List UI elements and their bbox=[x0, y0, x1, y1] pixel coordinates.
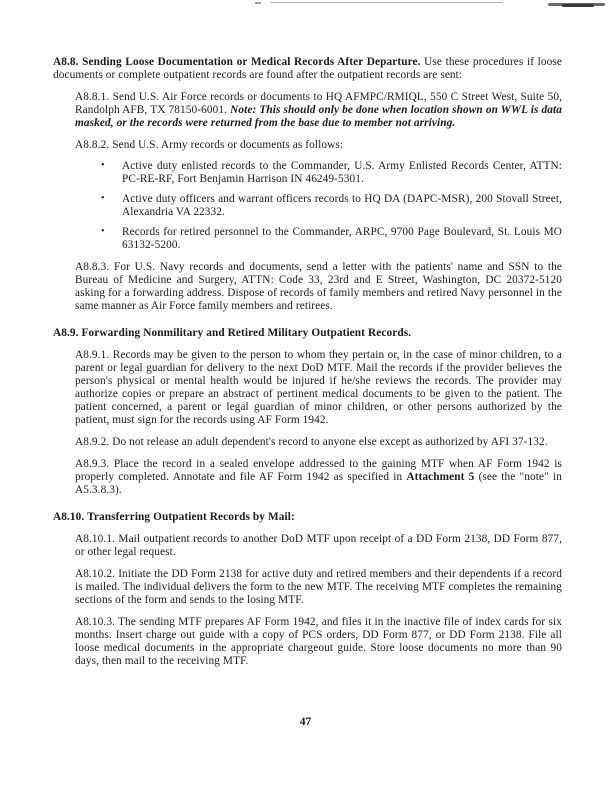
paragraph-a8-10-2-text: A8.10.2. Initiate the DD Form 2138 for active duty and retired members and their dependents if a record is mailed. The individual delivers the form to the new MTF. The receiving MTF completes the remaining sections of the form and sends to the losing MTF. bbox=[75, 567, 562, 606]
paragraph-a8-8-3 bbox=[75, 261, 562, 313]
scan-artifact bbox=[270, 2, 503, 3]
bullet-icon: • bbox=[101, 192, 105, 204]
section-heading-a8-8 bbox=[53, 56, 562, 82]
paragraph-a8-9-3 bbox=[75, 458, 562, 497]
paragraph-a8-10-3-text: A8.10.3. The sending MTF prepares AF Form 1942, and files it in the inactive file of index cards for six months. Insert charge out guide with a copy of PCS orders, DD Form 877, or DD Form 2138. File all loose medical documents in the appropriate chargeout guide. Store loose documents no more than 90 days, then mail to the receiving MTF. bbox=[75, 616, 562, 668]
paragraph-a8-9-3-text-b: (see the "note" in A5.3.8.3). bbox=[75, 471, 562, 497]
paragraph-a8-8-1-note: Note: This should only be done when location shown on WWL is data masked, or the records were returned from the base due to member not arriving. bbox=[75, 104, 562, 130]
paragraph-a8-8-1-text: A8.8.1. Send U.S. Air Force records or documents to HQ AFMPC/RMIQL, 550 C Street West, Suite 50, Randolph AFB, TX 78150-6001. bbox=[75, 91, 562, 117]
list-item bbox=[101, 159, 562, 186]
paragraph-a8-9-2 bbox=[75, 436, 562, 449]
list-item-text: Active duty officers and warrant officers records to HQ DA (DAPC-MSR), 200 Stovall Street, Alexandria VA 22332. bbox=[122, 192, 562, 218]
list-item bbox=[101, 225, 562, 252]
paragraph-a8-10-1 bbox=[75, 533, 562, 559]
list-item-text: Active duty enlisted records to the Commander, U.S. Army Enlisted Records Center, ATTN: PC-RE-RF, Fort Benjamin Harrison IN 46249-5301. bbox=[122, 159, 562, 185]
paragraph-a8-9-1-text: A8.9.1. Records may be given to the person to whom they pertain or, in the case of minor children, to a parent or legal guardian for delivery to the next DoD MTF. Mail the records if the provider believes the person's physical or mental health would be injured if he/she reviews the records. The provider may authorize copies or prepare an abstract of pertinent medical documents to be given to the patient. The patient concerned, a parent or legal guardian of minor children, or other persons authorized by the patient, must sign for the records using AF Form 1942. bbox=[75, 348, 562, 427]
page-content bbox=[53, 56, 562, 668]
section-heading-a8-10: A8.10. Transferring Outpatient Records by Mail: bbox=[53, 510, 295, 523]
paragraph-a8-8-3-text: A8.8.3. For U.S. Navy records and documents, send a letter with the patients' name and SSN to the Bureau of Medicine and Surgery, ATTN: Code 33, 23rd and E Street, Washington, DC 20372-5120 asking for a forwarding address. Dispose of records of family members and retired Navy personnel in the same manner as Air Force family members and retirees. bbox=[75, 261, 562, 313]
scan-artifact bbox=[255, 2, 261, 4]
bullet-icon: • bbox=[101, 159, 105, 171]
section-heading-a8-9: A8.9. Forwarding Nonmilitary and Retired Military Outpatient Records. bbox=[53, 326, 412, 339]
list-item bbox=[101, 192, 562, 219]
paragraph-a8-8-2-text: A8.8.2. Send U.S. Army records or documents as follows: bbox=[75, 139, 344, 152]
paragraph-a8-10-3 bbox=[75, 616, 562, 668]
scan-artifact bbox=[562, 4, 594, 7]
section-heading-a8-8-bold: A8.8. Sending Loose Documentation or Medical Records After Departure. bbox=[53, 56, 421, 68]
list-item-text: Records for retired personnel to the Commander, ARPC, 9700 Page Boulevard, St. Louis MO 63132-5200. bbox=[122, 225, 562, 252]
paragraph-a8-10-1-text: A8.10.1. Mail outpatient records to another DoD MTF upon receipt of a DD Form 2138, DD Form 877, or other legal request. bbox=[75, 532, 562, 558]
page-number: 47 bbox=[299, 716, 312, 728]
paragraph-a8-9-3-text-a: A8.9.3. Place the record in a sealed envelope addressed to the gaining MTF when AF Form 1942 is properly completed. Annotate and file AF Form 1942 as specified in bbox=[75, 458, 562, 484]
paragraph-a8-8-2 bbox=[75, 139, 562, 152]
section-heading-a8-8-lead: Use these procedures if loose documents or complete outpatient records are found after the outpatient records are sent: bbox=[53, 56, 562, 82]
bullet-icon: • bbox=[101, 225, 105, 237]
paragraph-a8-9-1 bbox=[75, 349, 562, 428]
paragraph-a8-9-3-attachment-ref: Attachment 5 bbox=[406, 471, 475, 484]
paragraph-a8-9-2-text: A8.9.2. Do not release an adult dependent's record to anyone else except as authorized by AFI 37-132. bbox=[75, 436, 548, 449]
paragraph-a8-8-1 bbox=[75, 91, 562, 130]
paragraph-a8-10-2 bbox=[75, 568, 562, 607]
